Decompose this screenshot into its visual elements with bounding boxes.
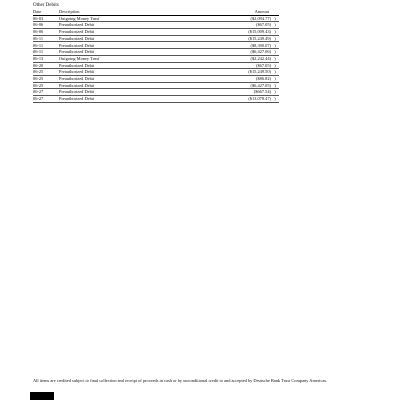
row-description: Preauthorized Debit <box>59 49 219 56</box>
table-row <box>33 75 279 82</box>
footer-note: All items are credited subject to final collection and receipt of proceeds in cash or by unconditional credit to and accepted by Deutsche Bank Trust Company Americas. <box>33 378 328 383</box>
row-description: Preauthorized Debit <box>59 42 219 49</box>
table-row <box>33 82 279 89</box>
row-amount: ($2,094.77) <box>219 15 271 22</box>
table-row <box>33 15 279 22</box>
row-description: Outgoing Money Trnsf <box>59 55 219 62</box>
row-flag: ) <box>271 49 279 56</box>
row-date: 06-11 <box>33 49 59 56</box>
row-date: 06-06 <box>33 29 59 36</box>
row-amount: ($67.05) <box>219 62 271 69</box>
row-flag: ) <box>271 95 279 102</box>
row-description: Preauthorized Debit <box>59 69 219 76</box>
row-description: Preauthorized Debit <box>59 62 219 69</box>
row-flag: ) <box>271 55 279 62</box>
row-amount: ($13,078.47) <box>219 95 271 102</box>
row-amount: ($15,249.49) <box>219 35 271 42</box>
row-date: 06-27 <box>33 89 59 96</box>
row-flag: ) <box>271 22 279 29</box>
table-row <box>33 69 279 76</box>
row-amount: ($667.54) <box>219 89 271 96</box>
row-description: Preauthorized Debit <box>59 35 219 42</box>
row-amount: ($86.82) <box>219 75 271 82</box>
row-amount: ($2,242.44) <box>219 55 271 62</box>
row-date: 06-13 <box>33 55 59 62</box>
row-amount: ($67.05) <box>219 22 271 29</box>
table-row <box>33 89 279 96</box>
row-date: 06-20 <box>33 62 59 69</box>
row-description: Preauthorized Debit <box>59 82 219 89</box>
row-description: Preauthorized Debit <box>59 29 219 36</box>
table-row <box>33 49 279 56</box>
row-amount: ($6,427.06) <box>219 49 271 56</box>
row-amount: ($15,009.43) <box>219 29 271 36</box>
black-block <box>30 392 54 400</box>
table-row <box>33 22 279 29</box>
row-flag: ) <box>271 62 279 69</box>
row-amount: ($6,427.05) <box>219 82 271 89</box>
row-flag: ) <box>271 69 279 76</box>
row-date: 06-25 <box>33 69 59 76</box>
row-date: 06-11 <box>33 42 59 49</box>
table-row <box>33 29 279 36</box>
row-description: Preauthorized Debit <box>59 95 219 102</box>
row-flag: ) <box>271 82 279 89</box>
row-flag: ) <box>271 75 279 82</box>
row-description: Preauthorized Debit <box>59 89 219 96</box>
column-header-date: Date <box>33 9 59 15</box>
table-row <box>33 42 279 49</box>
section-title: Other Debits <box>33 3 59 8</box>
row-description: Outgoing Money Trnsf <box>59 15 219 22</box>
column-header-description: Description <box>59 9 219 15</box>
row-date: 06-27 <box>33 95 59 102</box>
row-date: 06-25 <box>33 75 59 82</box>
row-flag: ) <box>271 15 279 22</box>
row-flag: ) <box>271 42 279 49</box>
row-amount: ($15,249.50) <box>219 69 271 76</box>
table-row <box>33 62 279 69</box>
row-date: 06-03 <box>33 15 59 22</box>
row-flag: ) <box>271 89 279 96</box>
row-amount: ($8,390.07) <box>219 42 271 49</box>
row-date: 06-11 <box>33 35 59 42</box>
row-description: Preauthorized Debit <box>59 75 219 82</box>
table-row <box>33 35 279 42</box>
row-flag: ) <box>271 35 279 42</box>
table-row <box>33 55 279 62</box>
row-date: 06-06 <box>33 22 59 29</box>
column-header-amount: Amount <box>219 9 271 15</box>
other-debits-table <box>33 9 279 103</box>
row-date: 06-25 <box>33 82 59 89</box>
table-body <box>33 15 279 102</box>
table-row <box>33 95 279 102</box>
row-flag: ) <box>271 29 279 36</box>
row-description: Preauthorized Debit <box>59 22 219 29</box>
